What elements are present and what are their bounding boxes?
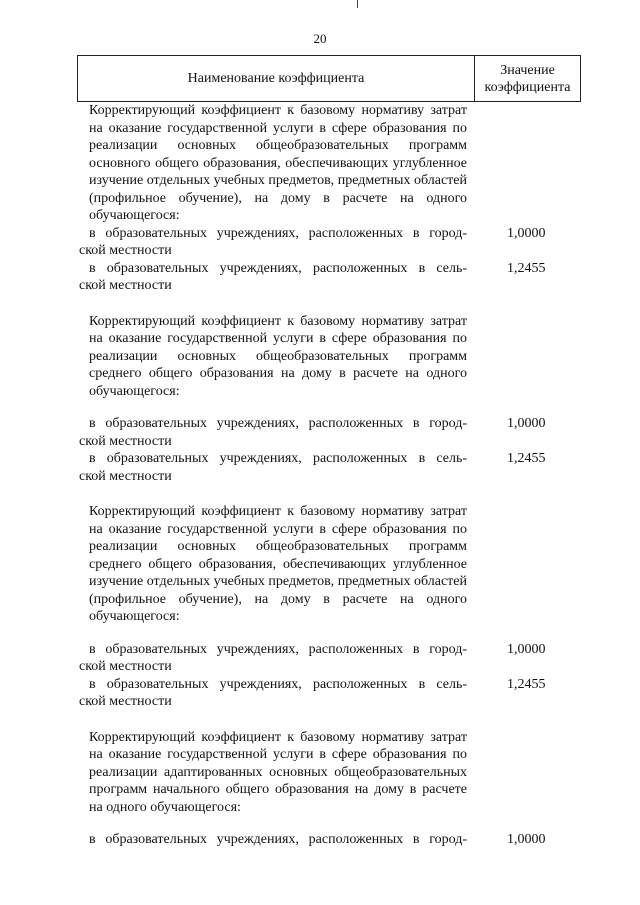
coefficient-section xyxy=(79,313,571,486)
row-label-line: в образовательных учреждениях, расположенных в сель- xyxy=(89,451,467,466)
coefficient-section xyxy=(79,102,571,295)
row-label-continuation: ской местности xyxy=(79,694,172,709)
table-header xyxy=(77,55,581,102)
section-title: Корректирующий коэффициент к базовому нормативу затрат на оказание государственной услуги в сфере образования по реализации основных общеобразовательных программ среднего общего образования на дому в расчете на одного обучающегося: xyxy=(89,313,467,399)
coefficient-row xyxy=(79,225,571,260)
coefficient-row xyxy=(89,831,571,849)
row-value: 1,0000 xyxy=(507,416,546,431)
row-value: 1,0000 xyxy=(507,641,546,657)
coefficient-row xyxy=(79,641,571,676)
row-label xyxy=(79,225,467,260)
row-label-line: в образовательных учреждениях, расположенных в город- xyxy=(89,416,467,431)
row-label-line: в образовательных учреждениях, расположенных в город- xyxy=(89,225,467,241)
row-label-continuation: ской местности xyxy=(79,659,172,674)
row-label-continuation: ской местности xyxy=(79,243,172,258)
coefficient-row xyxy=(79,450,571,485)
row-value: 1,0000 xyxy=(507,225,546,241)
row-label xyxy=(79,676,467,711)
row-label xyxy=(89,831,467,849)
coefficient-row xyxy=(79,415,571,450)
row-label-continuation: ской местности xyxy=(79,278,172,293)
page-number: 20 xyxy=(313,31,327,46)
row-label-continuation: ской местности xyxy=(79,468,172,484)
row-value: 1,2455 xyxy=(507,451,546,466)
row-label-line: в образовательных учреждениях, расположенных в город- xyxy=(89,641,467,657)
table-body xyxy=(79,102,571,867)
column-header-name: Наименование коэффициента xyxy=(187,70,365,86)
row-label xyxy=(79,260,467,295)
section-title: Корректирующий коэффициент к базовому нормативу затрат на оказание государственной услуги в сфере образования по реализации адаптированных основных общеобразовательных программ начального общего образования на дому в расчете на одного обучающегося: xyxy=(89,729,467,815)
row-label-continuation: ской местности xyxy=(79,433,172,449)
row-value: 1,2455 xyxy=(507,260,546,276)
row-value: 1,2455 xyxy=(507,676,546,692)
row-label-line: в образовательных учреждениях, расположенных в сель- xyxy=(89,676,467,692)
row-label-line: в образовательных учреждениях, расположенных в город- xyxy=(89,832,467,847)
section-title: Корректирующий коэффициент к базовому нормативу затрат на оказание государственной услуги в сфере образования по реализации основных общеобразовательных программ среднего общего образования, обеспечивающих углубленное изучение отдельных учебных предметов, предметных областей (профильное обучение), на дому в расчете на одного обучающегося: xyxy=(89,504,467,624)
row-value: 1,0000 xyxy=(507,832,546,847)
row-label xyxy=(79,415,467,450)
scan-mark xyxy=(357,0,358,8)
coefficient-row xyxy=(79,260,571,295)
coefficient-row xyxy=(79,676,571,711)
row-label xyxy=(79,641,467,676)
row-label-line: в образовательных учреждениях, расположенных в сель- xyxy=(89,260,467,276)
row-label xyxy=(79,450,467,485)
section-title: Корректирующий коэффициент к базовому нормативу затрат на оказание государственной услуги в сфере образования по реализации основных общеобразовательных программ основного общего образования, обеспечивающих углубленное изучение отдельных учебных предметов, предметных областей (профильное обучение), на дому в расчете на одного обучающегося: xyxy=(89,103,467,223)
coefficient-section xyxy=(79,503,571,711)
coefficient-section xyxy=(89,729,571,849)
column-header-value: Значение коэффициента xyxy=(484,62,571,95)
